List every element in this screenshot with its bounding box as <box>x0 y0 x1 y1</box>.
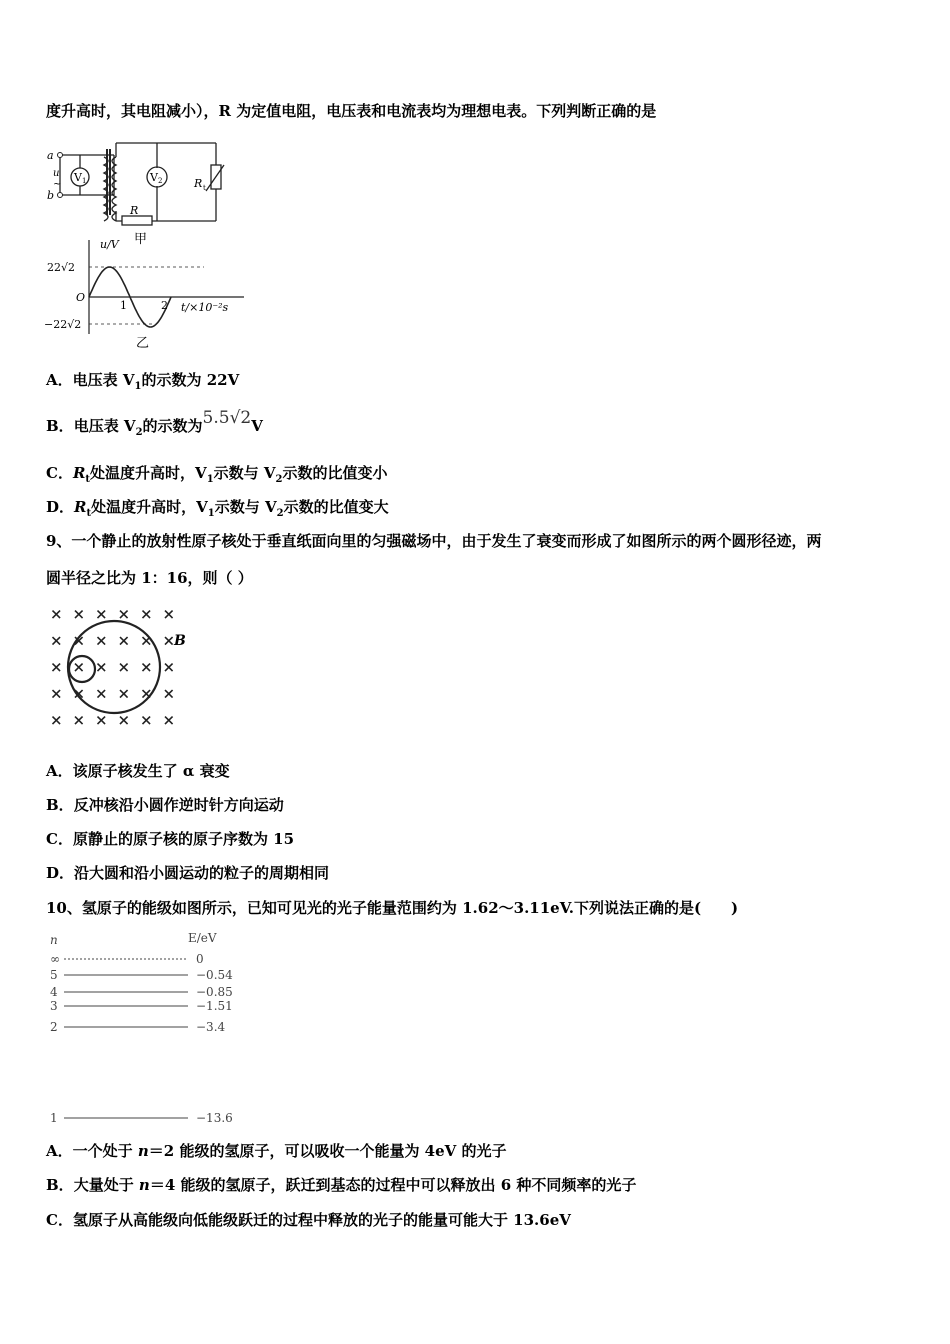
terminal-a-label: a <box>47 149 54 162</box>
level-n-label: 2 <box>50 1020 58 1034</box>
field-cross-mark: × <box>50 711 63 729</box>
field-cross-mark: × <box>72 684 86 703</box>
magnetic-field-diagram <box>44 600 204 735</box>
voltmeter-v2-sub: 2 <box>158 177 163 185</box>
field-cross-mark: × <box>140 711 153 729</box>
field-cross-mark: × <box>162 711 176 729</box>
voltage-sine-chart <box>44 238 244 353</box>
field-cross-mark: × <box>95 711 108 729</box>
level-energy-label: −0.54 <box>196 968 233 982</box>
field-cross-mark: × <box>140 605 153 623</box>
level-n-label: 4 <box>50 985 58 999</box>
field-cross-mark: × <box>117 658 131 676</box>
terminal-b-label: b <box>47 189 55 202</box>
q9-stem-line1: 9、一个静止的放射性原子核处于垂直纸面向里的匀强磁场中，由于发生了衰变而形成了如图所示的两个圆形径迹，两 <box>46 532 822 550</box>
field-cross-mark: × <box>140 658 153 676</box>
level-n-label: 1 <box>50 1111 58 1125</box>
y-axis-label: u/V <box>100 238 119 251</box>
field-cross-mark: × <box>72 605 86 623</box>
math-expression: 5.5√2 <box>202 408 252 428</box>
field-cross-mark: × <box>95 658 108 676</box>
field-cross-mark: × <box>140 631 153 650</box>
field-cross-mark: × <box>72 711 86 729</box>
x-tick-2: 2 <box>161 299 168 312</box>
field-cross-mark: × <box>50 631 63 650</box>
field-cross-mark: × <box>117 684 131 703</box>
q8-stem-continuation: 度升高时，其电阻减小），R 为定值电阻，电压表和电流表均为理想电表。下列判断正确的是 <box>46 102 657 120</box>
voltmeter-v2-label: V <box>150 171 158 184</box>
field-cross-mark: × <box>162 605 176 623</box>
field-b-label: B <box>174 633 186 649</box>
level-energy-label: −13.6 <box>196 1111 233 1125</box>
field-cross-mark: × <box>95 631 108 650</box>
q10-option-c[interactable]: C．氢原子从高能级向低能级跃迁的过程中释放的光子的能量可能大于 13.6eV <box>46 1211 571 1229</box>
energy-level-diagram <box>44 928 244 1133</box>
figure-jia-caption: 甲 <box>134 232 148 247</box>
field-cross-mark: × <box>72 658 86 676</box>
q9-option-a[interactable]: A．该原子核发生了 α 衰变 <box>46 762 230 780</box>
q8-option-b[interactable]: B．电压表 $V_2$的示数为5.5√2V <box>46 408 263 438</box>
energy-header: E/eV <box>188 931 217 945</box>
circuit-diagram-jia <box>44 135 234 250</box>
x-tick-1: 1 <box>120 299 127 312</box>
q8-option-c[interactable]: C．$R_t$处温度升高时，$V_1$示数与 $V_2$示数的比值变小 <box>46 464 388 485</box>
source-tilde-label: ~ <box>53 179 62 190</box>
source-u-label: u <box>53 168 60 179</box>
thermistor-rt-label: R <box>194 177 203 190</box>
q9-option-b[interactable]: B．反冲核沿小圆作逆时针方向运动 <box>46 796 284 814</box>
field-cross-mark: × <box>162 631 176 650</box>
q10-option-b[interactable]: B．大量处于 n＝4 能级的氢原子，跃迁到基态的过程中可以释放出 6 种不同频率的光子 <box>46 1176 637 1194</box>
q9-option-d[interactable]: D．沿大圆和沿小圆运动的粒子的周期相同 <box>46 864 330 882</box>
thermistor-rt-sub: t <box>203 184 206 192</box>
field-cross-mark: × <box>117 631 131 650</box>
voltmeter-v1-sub: 1 <box>82 177 87 185</box>
level-energy-label: 0 <box>196 952 204 966</box>
level-energy-label: −3.4 <box>196 1020 226 1034</box>
q9-stem-line2: 圆半径之比为 1：16，则（ ） <box>46 569 253 587</box>
q8-option-d[interactable]: D．$R_t$处温度升高时，$V_1$示数与 $V_2$示数的比值变大 <box>46 498 389 519</box>
field-cross-mark: × <box>162 684 176 703</box>
field-cross-mark: × <box>95 684 108 703</box>
level-energy-label: −1.51 <box>196 999 233 1013</box>
voltmeter-v1-label: V <box>74 171 82 184</box>
field-cross-mark: × <box>140 684 153 703</box>
field-cross-mark: × <box>162 658 176 676</box>
q9-option-c[interactable]: C．原静止的原子核的原子序数为 15 <box>46 830 295 848</box>
q10-stem: 10、氢原子的能级如图所示，已知可见光的光子能量范围约为 1.62～3.11eV.下列说法正确的是( ) <box>46 899 739 917</box>
q8-option-a[interactable]: A．电压表 $V_1$的示数为 22V <box>46 371 240 392</box>
n-header: n <box>50 933 58 947</box>
level-n-label: 5 <box>50 968 58 982</box>
figure-yi-caption: 乙 <box>136 336 150 351</box>
field-cross-mark: × <box>72 631 86 650</box>
level-n-label: ∞ <box>50 952 60 966</box>
field-cross-mark: × <box>117 711 131 729</box>
level-n-label: 3 <box>50 999 58 1013</box>
field-cross-mark: × <box>117 605 131 623</box>
field-cross-mark: × <box>50 684 63 703</box>
y-tick-top: 22√2 <box>47 261 76 274</box>
field-cross-mark: × <box>50 658 63 676</box>
q10-option-a[interactable]: A．一个处于 n＝2 能级的氢原子，可以吸收一个能量为 4eV 的光子 <box>46 1142 507 1160</box>
level-energy-label: −0.85 <box>196 985 233 999</box>
origin-label: O <box>76 291 86 304</box>
x-axis-label: t/×10⁻²s <box>181 301 229 314</box>
field-cross-mark: × <box>95 605 108 623</box>
field-cross-mark: × <box>50 605 63 623</box>
resistor-r-label: R <box>130 204 139 217</box>
y-tick-bottom: −22√2 <box>44 318 82 331</box>
